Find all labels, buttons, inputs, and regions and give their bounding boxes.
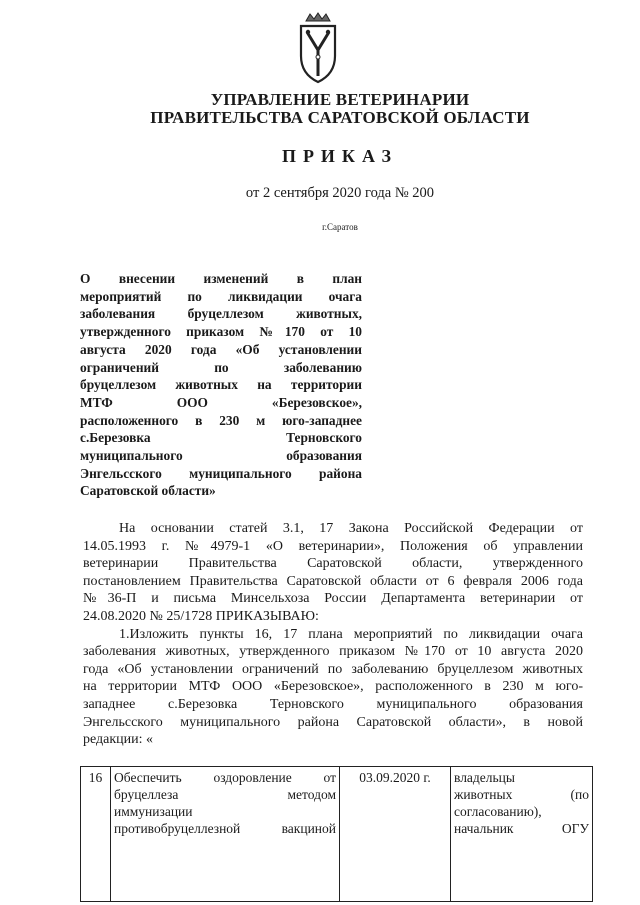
body-line: 24.08.2020 № 25/1728 ПРИКАЗЫВАЮ:	[83, 608, 319, 624]
body-line: редакции: «	[83, 732, 154, 748]
subject-line: мероприятий по ликвидации очага	[80, 288, 362, 304]
responsible-line: владельцы	[454, 770, 515, 785]
body-line: ветеринарии Правительства Саратовской области, утвержденного	[83, 556, 583, 572]
subject-line: Саратовской области»	[80, 483, 216, 499]
subject-line: утвержденного приказом №170 от 10	[80, 324, 362, 340]
body-line: №36-П и письма Минсельхоза России Департамента ветеринарии от	[83, 591, 583, 607]
responsible-line: начальник ОГУ	[454, 821, 589, 836]
subject-line: ограничений по заболеванию	[80, 359, 362, 375]
subject-line: О внесении изменений в план	[80, 271, 362, 286]
row-responsible	[451, 767, 593, 902]
order-body	[83, 520, 583, 749]
body-line: западнее с.Березовка Терновского муниципального образования	[83, 696, 583, 712]
subject-line: с.Березовка Терновского	[80, 430, 362, 446]
body-line: года «Об установлении ограничений по заболеванию бруцеллезом животных	[83, 661, 583, 677]
subject-line: муниципального образования	[80, 448, 362, 464]
body-line: 14.05.1993 г. №4979-1 «О ветеринарии», Положения об управлении	[83, 538, 583, 554]
responsible-line: животных (по	[454, 787, 589, 802]
subject-line: расположенного в 230 м юго-западнее	[80, 412, 362, 428]
subject-line: заболевания бруцеллезом животных,	[80, 306, 362, 322]
row-action	[111, 767, 340, 902]
row-date: 03.09.2020 г.	[340, 767, 451, 902]
subject-line: бруцеллезом животных на территории	[80, 377, 362, 393]
document-city: г.Саратов	[322, 222, 358, 232]
organization-name-line2: ПРАВИТЕЛЬСТВА САРАТОВСКОЙ ОБЛАСТИ	[150, 108, 530, 127]
responsible-line: согласованию),	[454, 804, 542, 819]
plan-table	[80, 766, 593, 902]
subject-line: МТФ ООО «Березовское»,	[80, 394, 362, 410]
body-line: на территории МТФ ООО «Березовское», расположенного в 230 м юго-	[83, 679, 583, 695]
action-line: противобруцеллезной вакциной	[114, 821, 336, 836]
body-line: Энгельсского муниципального района Саратовской области», в новой	[83, 714, 583, 730]
organization-name-line1: УПРАВЛЕНИЕ ВЕТЕРИНАРИИ	[210, 90, 470, 109]
subject-line: Энгельсского муниципального района	[80, 465, 362, 481]
action-line: иммунизации	[114, 804, 193, 819]
body-line: постановлением Правительства Саратовской области от 6 февраля 2006 года	[83, 573, 583, 589]
body-line: заболевания животных, утвержденного приказом №170 от 10 августа 2020	[83, 644, 583, 660]
action-line: бруцеллеза методом	[114, 787, 336, 802]
document-date-number: от 2 сентября 2020 года № 200	[245, 185, 435, 201]
row-number: 16	[81, 767, 111, 902]
saratov-coat-of-arms-icon	[296, 12, 340, 84]
document-title: ПРИКАЗ	[281, 146, 399, 166]
table-row	[81, 767, 593, 902]
order-subject	[80, 270, 362, 500]
body-line: На основании статей 3.1, 17 Закона Российской Федерации от	[119, 521, 583, 536]
action-line: Обеспечить оздоровление от	[114, 770, 336, 785]
subject-line: августа 2020 года «Об установлении	[80, 341, 362, 357]
body-line: 1.Изложить пункты 16, 17 плана мероприятий по ликвидации очага	[119, 626, 583, 642]
